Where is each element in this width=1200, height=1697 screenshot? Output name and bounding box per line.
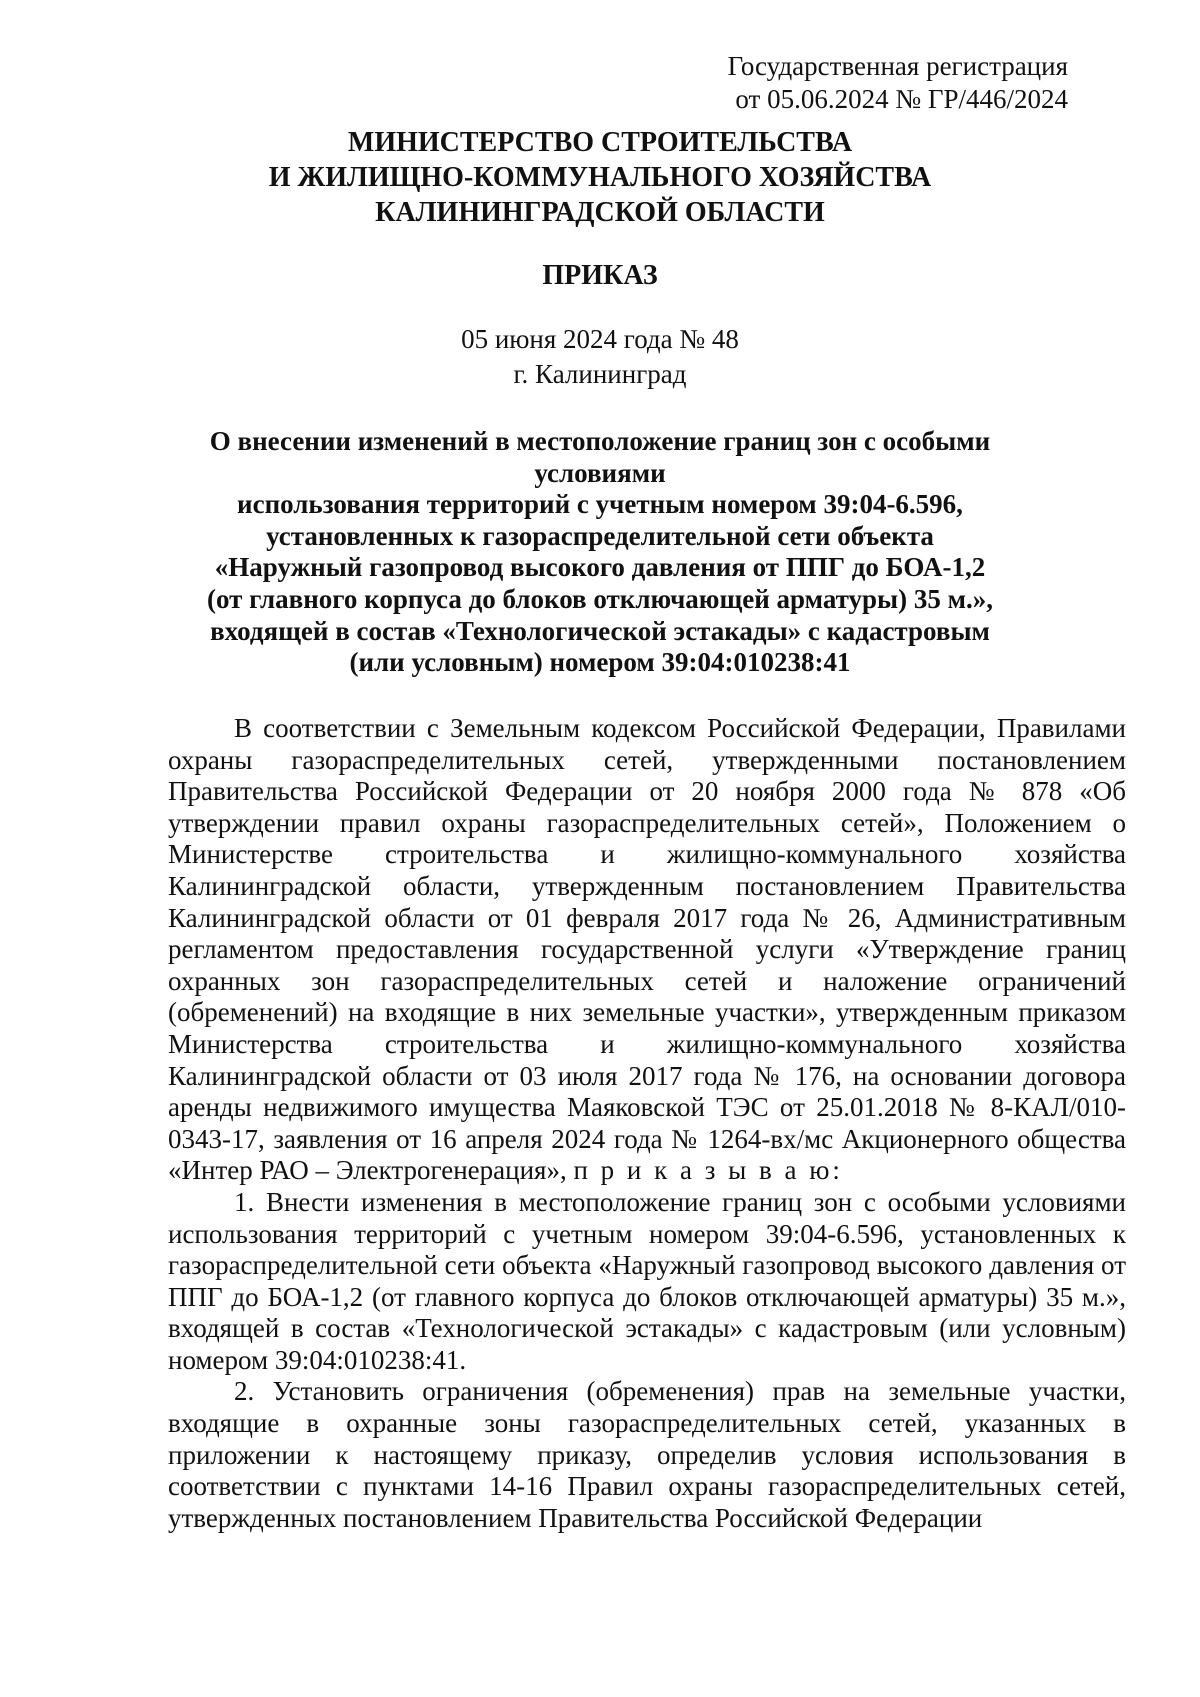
subject-line-3: установленных к газораспределительной сети объекта xyxy=(266,520,934,551)
order-body xyxy=(168,713,1126,1534)
subject-line-4: «Наружный газопровод высокого давления от ППГ до БОА-1,2 xyxy=(214,552,986,583)
order-item-1: 1. Внести изменения в местоположение границ зон с особыми условиями использования территорий с учетным номером 39:04-6.596, установленных к газораспределительной сети объекта «Наружный газопровод высокого давления от ППГ до БОА-1,2 (от главного корпуса до блоков отключающей арматуры) 35 м.», входящей в состав «Технологической эстакады» с кадастровым (или условным) номером 39:04:010238:41. xyxy=(168,1186,1126,1375)
registration-number: от 05.06.2024 № ГР/446/2024 xyxy=(735,84,1068,114)
ministry-name-line-1: МИНИСТЕРСТВО СТРОИТЕЛЬСТВА xyxy=(347,127,853,158)
subject-line-6: входящей в состав «Технологической эстакады» с кадастровым xyxy=(210,615,990,646)
registration-label: Государственная регистрация xyxy=(727,51,1068,81)
subject-line-2: использования территорий с учетным номером 39:04-6.596, xyxy=(237,489,963,520)
state-registration-stamp xyxy=(728,50,1068,116)
document-type-title: ПРИКАЗ xyxy=(542,260,658,291)
ministry-name-line-3: КАЛИНИНГРАДСКОЙ ОБЛАСТИ xyxy=(375,197,825,228)
order-subject xyxy=(150,426,1050,679)
preamble-text: В соответствии с Земельным кодексом Российской Федерации, Правилами охраны газораспределительных сетей, утвержденными постановлением Правительства Российской Федерации от 20 ноября 2000 года № 878 «Об утверждении правил охраны газораспределительных сетей», Положением о Министерстве строительства и жилищно-коммунального хозяйства Калининградской области, утвержденным постановлением Правительства Калининградской области от 01 февраля 2017 года № 26, Административным регламентом предоставления государственной услуги «Утверждение границ охранных зон газораспределительных сетей и наложение ограничений (обременений) на входящие в них земельные участки», утвержденным приказом Министерства строительства и жилищно-коммунального хозяйства Калининградской области от 03 июля 2017 года № 176, на основании договора аренды недвижимого имущества Маяковской ТЭС от 25.01.2018 № 8-КАЛ/010-0343-17, заявления от 16 апреля 2024 года № 1264-вх/мс Акционерного общества «Интер РАО – Электрогенерация», xyxy=(168,713,1126,1186)
ministry-header xyxy=(100,125,1100,230)
preamble-paragraph xyxy=(168,713,1126,1187)
subject-line-5: (от главного корпуса до блоков отключающей арматуры) 35 м.», xyxy=(206,583,994,614)
order-meta xyxy=(100,322,1100,392)
order-date-number: 05 июня 2024 года № 48 xyxy=(461,324,739,354)
order-city: г. Калининград xyxy=(513,359,687,389)
order-item-2: 2. Установить ограничения (обременения) прав на земельные участки, входящие в охранные зоны газораспределительных сетей, указанных в приложении к настоящему приказу, определив условия использования в соответствии с пунктами 14-16 Правил охраны газораспределительных сетей, утвержденных постановлением Правительства Российской Федерации xyxy=(168,1376,1126,1533)
ministry-name-line-2: И ЖИЛИЩНО-КОММУНАЛЬНОГО ХОЗЯЙСТВА xyxy=(268,162,932,193)
subject-line-1: О внесении изменений в местоположение границ зон с особыми условиями xyxy=(209,426,991,488)
subject-line-7: (или условным) номером 39:04:010238:41 xyxy=(349,647,851,678)
orders-word: п р и к а з ы в а ю: xyxy=(573,1155,843,1186)
